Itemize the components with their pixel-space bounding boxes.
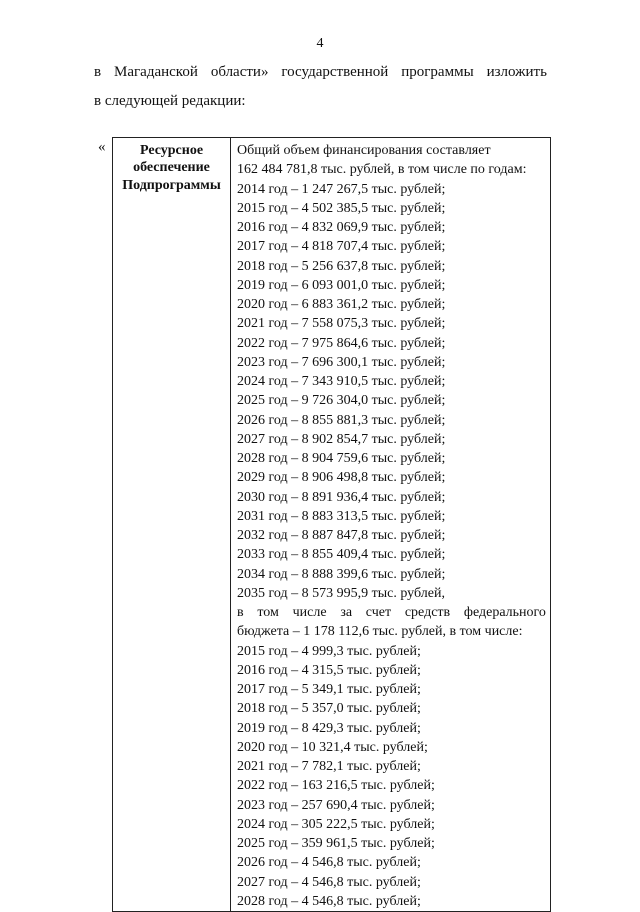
- year-line: 2023 год – 257 690,4 тыс. рублей;: [237, 797, 435, 813]
- federal-by-year-list: [237, 642, 546, 912]
- total-by-year-list: [237, 180, 546, 604]
- year-line: 2017 год – 4 818 707,4 тыс. рублей;: [237, 239, 446, 255]
- year-line: 2025 год – 9 726 304,0 тыс. рублей;: [237, 393, 446, 409]
- intro-line-1: [94, 62, 547, 82]
- year-line: 2018 год – 5 357,0 тыс. рублей;: [237, 701, 421, 717]
- intro-line-2: в следующей редакции:: [94, 93, 246, 109]
- year-line: 2018 год – 5 256 637,8 тыс. рублей;: [237, 258, 446, 274]
- federal-line-1: [237, 603, 546, 622]
- year-line: 2029 год – 8 906 498,8 тыс. рублей;: [237, 470, 446, 486]
- summary-line: 162 484 781,8 тыс. рублей, в том числе по годам:: [237, 162, 527, 178]
- year-line: 2021 год – 7 558 075,3 тыс. рублей;: [237, 316, 446, 332]
- year-line: 2034 год – 8 888 399,6 тыс. рублей;: [237, 566, 446, 582]
- year-line: 2035 год – 8 573 995,9 тыс. рублей,: [237, 585, 445, 601]
- year-line: 2017 год – 5 349,1 тыс. рублей;: [237, 682, 421, 697]
- year-line: 2027 год – 8 902 854,7 тыс. рублей;: [237, 431, 446, 447]
- intro-word: изложить: [486, 64, 547, 80]
- intro-word: программы: [401, 64, 474, 80]
- year-line: 2026 год – 8 855 881,3 тыс. рублей;: [237, 412, 446, 428]
- year-line: 2024 год – 7 343 910,5 тыс. рублей;: [237, 374, 446, 389]
- year-line: 2026 год – 4 546,8 тыс. рублей;: [237, 855, 421, 871]
- year-line: 2019 год – 8 429,3 тыс. рублей;: [237, 720, 421, 736]
- intro-word: в: [94, 64, 102, 80]
- year-line: 2027 год – 4 546,8 тыс. рублей;: [237, 874, 421, 890]
- label-line: Подпрограммы: [122, 177, 221, 193]
- table-row: [113, 138, 551, 912]
- federal-word: средств: [404, 605, 451, 620]
- federal-word: федерального: [463, 605, 546, 620]
- label-line: обеспечение: [133, 160, 210, 176]
- year-line: 2025 год – 359 961,5 тыс. рублей;: [237, 836, 435, 851]
- opening-quote: «: [98, 139, 106, 155]
- label-cell: [113, 138, 231, 912]
- intro-word: области»: [210, 64, 269, 80]
- federal-word: счет: [365, 605, 392, 620]
- year-line: 2032 год – 8 887 847,8 тыс. рублей;: [237, 528, 446, 543]
- year-line: 2021 год – 7 782,1 тыс. рублей;: [237, 759, 421, 774]
- year-line: 2022 год – 7 975 864,6 тыс. рублей;: [237, 335, 446, 351]
- year-line: 2015 год – 4 999,3 тыс. рублей;: [237, 643, 421, 659]
- federal-word: том: [257, 605, 279, 620]
- year-line: 2028 год – 8 904 759,6 тыс. рублей;: [237, 451, 446, 466]
- federal-line-2: бюджета – 1 178 112,6 тыс. рублей, в том числе:: [237, 624, 523, 640]
- year-line: 2024 год – 305 222,5 тыс. рублей;: [237, 816, 435, 832]
- intro-word: Магаданской: [114, 64, 198, 80]
- federal-word: в: [237, 605, 244, 620]
- label-line: Ресурсное: [139, 143, 204, 158]
- year-line: 2030 год – 8 891 936,4 тыс. рублей;: [237, 489, 446, 505]
- year-line: 2020 год – 10 321,4 тыс. рублей;: [237, 739, 428, 755]
- resource-table: [112, 137, 551, 912]
- page-number: 4: [316, 36, 324, 51]
- year-line: 2014 год – 1 247 267,5 тыс. рублей;: [237, 181, 446, 197]
- intro-word: государственной: [281, 64, 389, 80]
- year-line: 2022 год – 163 216,5 тыс. рублей;: [237, 778, 435, 794]
- year-line: 2023 год – 7 696 300,1 тыс. рублей;: [237, 354, 446, 370]
- federal-word: за: [340, 605, 353, 620]
- year-line: 2019 год – 6 093 001,0 тыс. рублей;: [237, 277, 446, 293]
- content-cell: [231, 138, 551, 912]
- year-line: 2016 год – 4 832 069,9 тыс. рублей;: [237, 220, 446, 235]
- year-line: 2016 год – 4 315,5 тыс. рублей;: [237, 662, 421, 678]
- year-line: 2031 год – 8 883 313,5 тыс. рублей;: [237, 508, 446, 524]
- year-line: 2020 год – 6 883 361,2 тыс. рублей;: [237, 297, 446, 312]
- summary-line: Общий объем финансирования составляет: [237, 143, 491, 158]
- year-line: 2015 год – 4 502 385,5 тыс. рублей;: [237, 200, 446, 216]
- year-line: 2028 год – 4 546,8 тыс. рублей;: [237, 893, 421, 909]
- year-line: 2033 год – 8 855 409,4 тыс. рублей;: [237, 547, 446, 563]
- federal-word: числе: [292, 605, 327, 620]
